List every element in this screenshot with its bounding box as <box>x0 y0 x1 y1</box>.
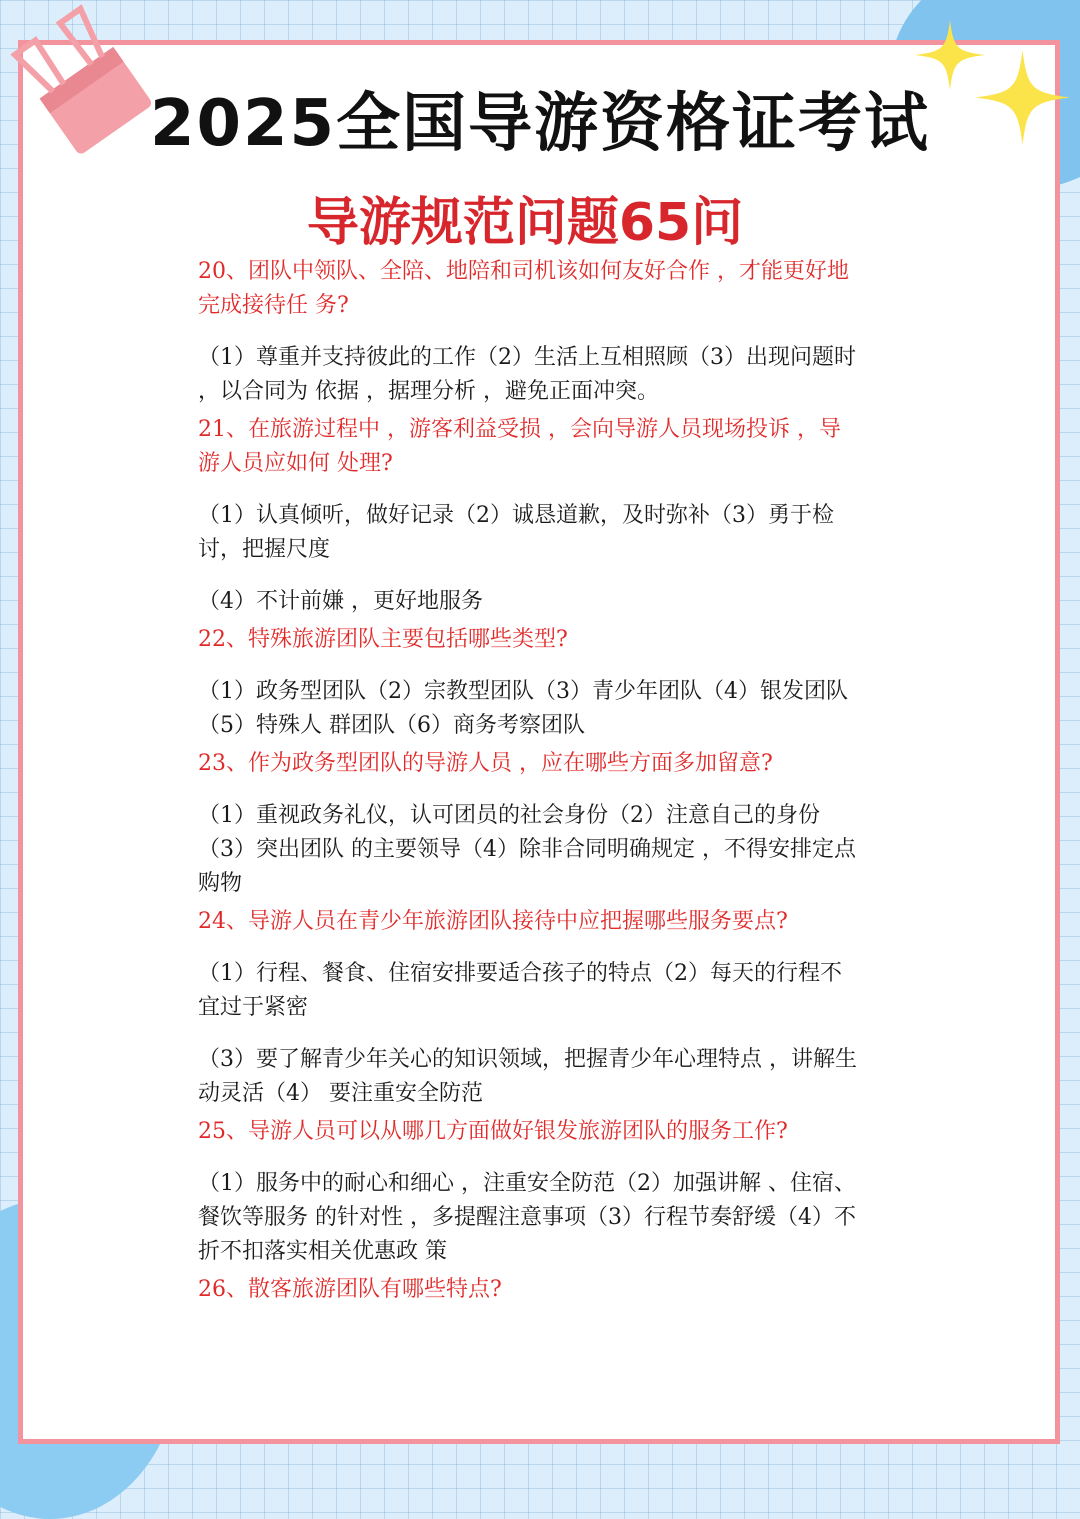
answer-25: （1）服务中的耐心和细心 ，注重安全防范（2）加强讲解 、住宿、餐饮等服务 的针对性 ，多提醒注意事项（3）行程节奏舒缓（4）不折不扣落实相关优惠政 策 <box>198 1171 856 1264</box>
question-21: 21、在旅游过程中 ，游客利益受损 ，会向导游人员现场投诉 ，导游人员应如何 处理? <box>198 417 841 476</box>
question-20: 20、团队中领队、全陪、地陪和司机该如何友好合作 ，才能更好地完成接待任 务? <box>198 259 849 318</box>
answer-21-part-1: （1）认真倾听，做好记录（2）诚恳道歉，及时弥补（3）勇于检讨，把握尺度 <box>198 503 834 562</box>
answer-20: （1）尊重并支持彼此的工作（2）生活上互相照顾（3）出现问题时 ，以合同为 依据 ，据理分析 ，避免正面冲突。 <box>198 345 856 404</box>
page-title: 2025全国导游资格证考试 <box>149 87 931 161</box>
answer-23: （1）重视政务礼仪，认可团员的社会身份（2）注意自己的身份（3）突出团队 的主要领导（4）除非合同明确规定 ，不得安排定点购物 <box>198 803 856 896</box>
question-25: 25、导游人员可以从哪几方面做好银发旅游团队的服务工作? <box>198 1119 788 1144</box>
answer-22: （1）政务型团队（2）宗教型团队（3）青少年团队（4）银发团队（5）特殊人 群团队（6）商务考察团队 <box>198 679 848 738</box>
answer-21-part-2: （4）不计前嫌 ，更好地服务 <box>198 589 483 614</box>
question-22: 22、特殊旅游团队主要包括哪些类型? <box>198 627 568 652</box>
answer-24-part-2: （3）要了解青少年关心的知识领域，把握青少年心理特点 ，讲解生动灵活（4） 要注重安全防范 <box>198 1047 857 1106</box>
page-subtitle: 导游规范问题65问 <box>306 193 744 253</box>
qa-list <box>198 255 862 1325</box>
question-23: 23、作为政务型团队的导游人员 ，应在哪些方面多加留意? <box>198 751 773 776</box>
question-24: 24、导游人员在青少年旅游团队接待中应把握哪些服务要点? <box>198 909 788 934</box>
answer-24-part-1: （1）行程、餐食、住宿安排要适合孩子的特点（2）每天的行程不宜过于紧密 <box>198 961 842 1020</box>
question-26: 26、散客旅游团队有哪些特点? <box>198 1277 502 1302</box>
